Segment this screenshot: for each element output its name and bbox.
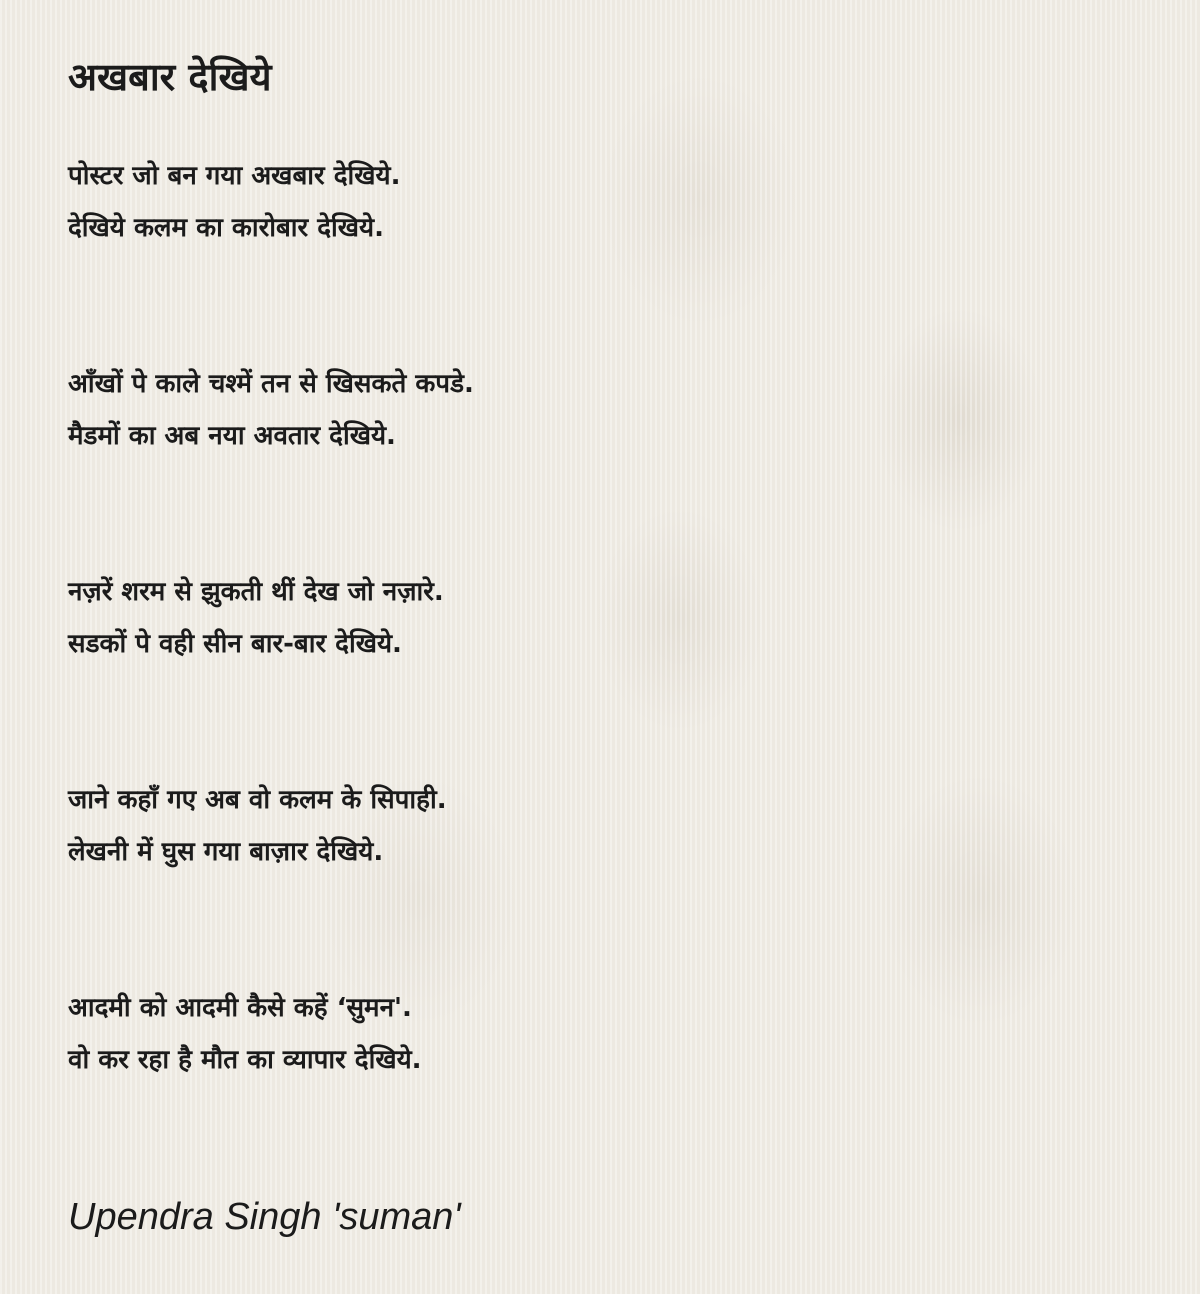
stanza-3 bbox=[68, 566, 1148, 670]
poem-line: नज़रें शरम से झुकती थीं देख जो नज़ारे. bbox=[68, 577, 444, 607]
poem-line: वो कर रहा है मौत का व्यापार देखिये. bbox=[68, 1045, 422, 1075]
stanza-4 bbox=[68, 774, 1148, 878]
poem-line: देखिये कलम का कारोबार देखिये. bbox=[68, 213, 384, 243]
poem-author: Upendra Singh 'suman' bbox=[68, 1196, 461, 1238]
poem-line: मैडमों का अब नया अवतार देखिये. bbox=[68, 421, 396, 451]
poem-line: पोस्टर जो बन गया अखबार देखिये. bbox=[68, 161, 401, 191]
poem-title: अखबार देखिये bbox=[68, 55, 272, 99]
poem-line: आदमी को आदमी कैसे कहें ‘सुमन'. bbox=[68, 993, 412, 1023]
poem-line: जाने कहाँ गए अब वो कलम के सिपाही. bbox=[68, 785, 447, 815]
stanza-1 bbox=[68, 150, 1148, 254]
poem-line: आँखों पे काले चश्में तन से खिसकते कपडे. bbox=[68, 369, 474, 399]
stanza-2 bbox=[68, 358, 1148, 462]
poem-line: सडकों पे वही सीन बार-बार देखिये. bbox=[68, 629, 402, 659]
stanza-5 bbox=[68, 982, 1148, 1086]
poem-line: लेखनी में घुस गया बाज़ार देखिये. bbox=[68, 837, 384, 867]
